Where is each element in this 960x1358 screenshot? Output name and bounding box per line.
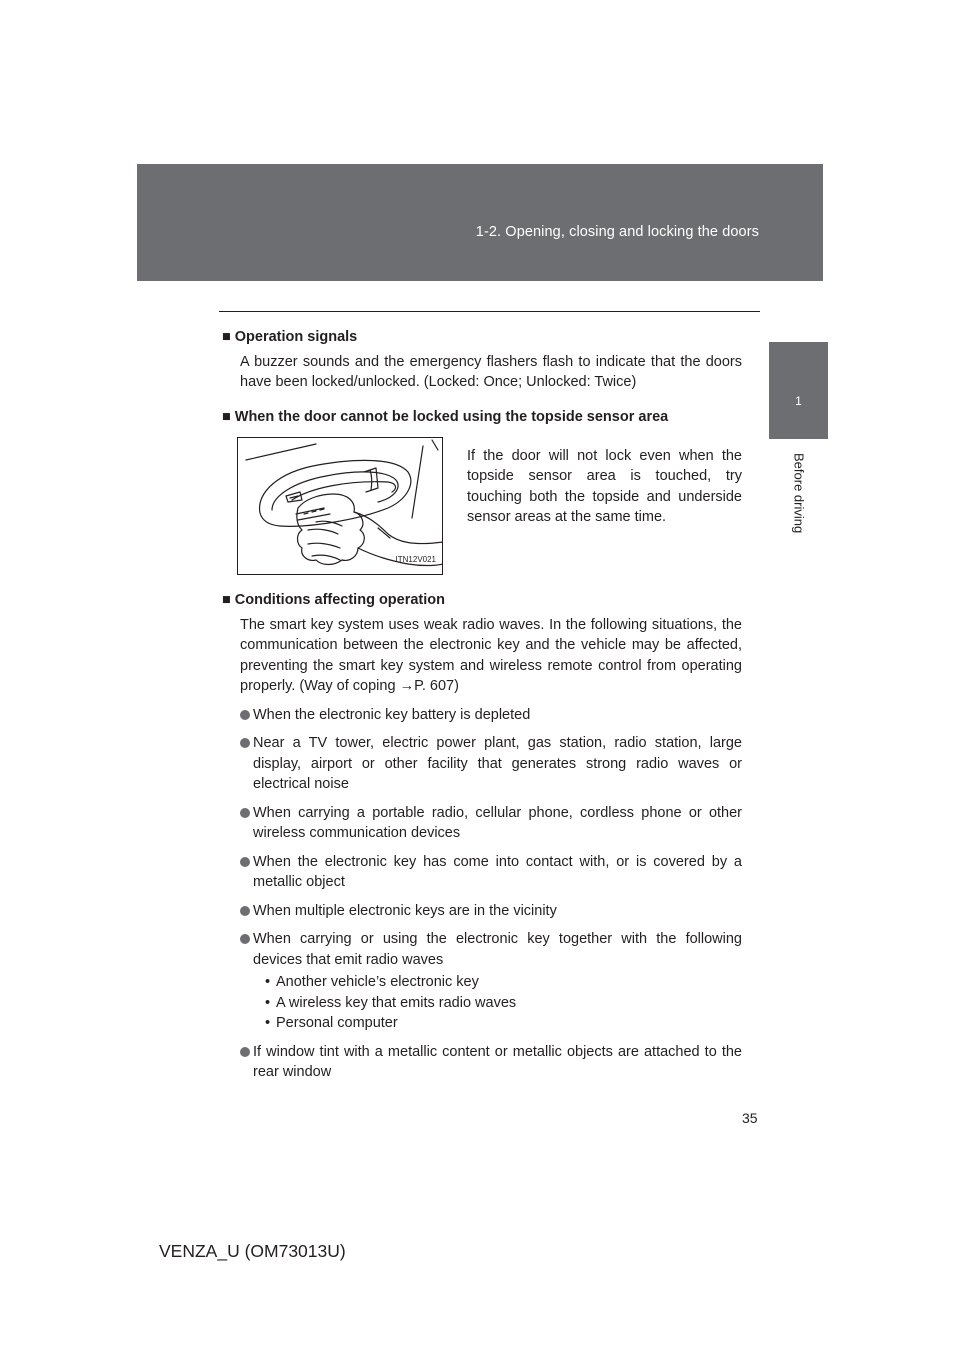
section-heading (222, 327, 742, 348)
page-number: 35 (742, 1110, 758, 1126)
conditions-list (240, 705, 742, 1083)
heading-text: Conditions affecting operation (234, 592, 446, 608)
top-rule (219, 311, 760, 312)
square-bullet-icon: ■ (222, 408, 231, 425)
chapter-tab (769, 342, 828, 439)
sub-list-item: • Personal computer (266, 1013, 742, 1034)
figure-code: ITN12V021 (395, 554, 436, 564)
section-heading (222, 407, 742, 428)
chapter-label: Before driving (791, 453, 807, 534)
square-bullet-icon: ■ (222, 592, 231, 608)
manual-code: VENZA_U (OM73013U) (159, 1241, 346, 1261)
sub-list-item: • Another vehicle’s electronic key (266, 972, 742, 993)
round-bullet-icon (240, 710, 250, 720)
section-text: The smart key system uses weak radio waves. In the following situations, the communication between the electronic key and the vehicle may be affected, preventing the smart key system and wireless remote control from operating properly. (Way of coping →P. 607) (240, 616, 742, 694)
list-item: When the electronic key battery is depleted (240, 705, 742, 726)
header-band (137, 164, 823, 281)
device-sub-list (266, 972, 742, 1034)
round-bullet-icon (240, 934, 250, 944)
section-cannot-lock (222, 407, 742, 583)
round-bullet-icon (240, 1047, 250, 1057)
list-item: If window tint with a metallic content or metallic objects are attached to the rear window (240, 1042, 742, 1083)
list-item: When carrying or using the electronic key together with the following devices that emit radio waves • Another vehicle’s electronic key • A wireless key that emits radio waves • Personal computer (240, 929, 742, 1034)
list-item: Near a TV tower, electric power plant, gas station, radio station, large display, airport or other facility that generates strong radio waves or electrical noise (240, 733, 742, 795)
chapter-label-vertical (790, 453, 808, 543)
chapter-number: 1 (795, 394, 802, 408)
round-bullet-icon (240, 906, 250, 916)
section-conditions (222, 590, 742, 1083)
sub-list-item: • A wireless key that emits radio waves (266, 993, 742, 1014)
section-title: 1-2. Opening, closing and locking the doors (475, 224, 759, 240)
list-item: When the electronic key has come into contact with, or is covered by a metallic object (240, 852, 742, 893)
figure-row (222, 437, 742, 582)
list-item: When carrying a portable radio, cellular phone, cordless phone or other wireless communication devices (240, 803, 742, 844)
door-handle-illustration (237, 437, 443, 575)
list-item: When multiple electronic keys are in the vicinity (240, 901, 742, 922)
page-content (222, 327, 742, 1091)
round-bullet-icon (240, 738, 250, 748)
section-heading (222, 590, 742, 611)
section-text: If the door will not lock even when the topside sensor area is touched, try touching both the topside and underside sensor areas at the same time. (467, 447, 742, 525)
heading-text: Operation signals (234, 329, 358, 345)
heading-text: When the door cannot be locked using the topside sensor area (234, 408, 669, 425)
section-text: A buzzer sounds and the emergency flashers flash to indicate that the doors have been locked/unlocked. (Locked: Once; Unlocked: Twice) (240, 353, 742, 390)
section-operation-signals (222, 327, 742, 393)
square-bullet-icon: ■ (222, 329, 231, 345)
round-bullet-icon (240, 808, 250, 818)
round-bullet-icon (240, 857, 250, 867)
